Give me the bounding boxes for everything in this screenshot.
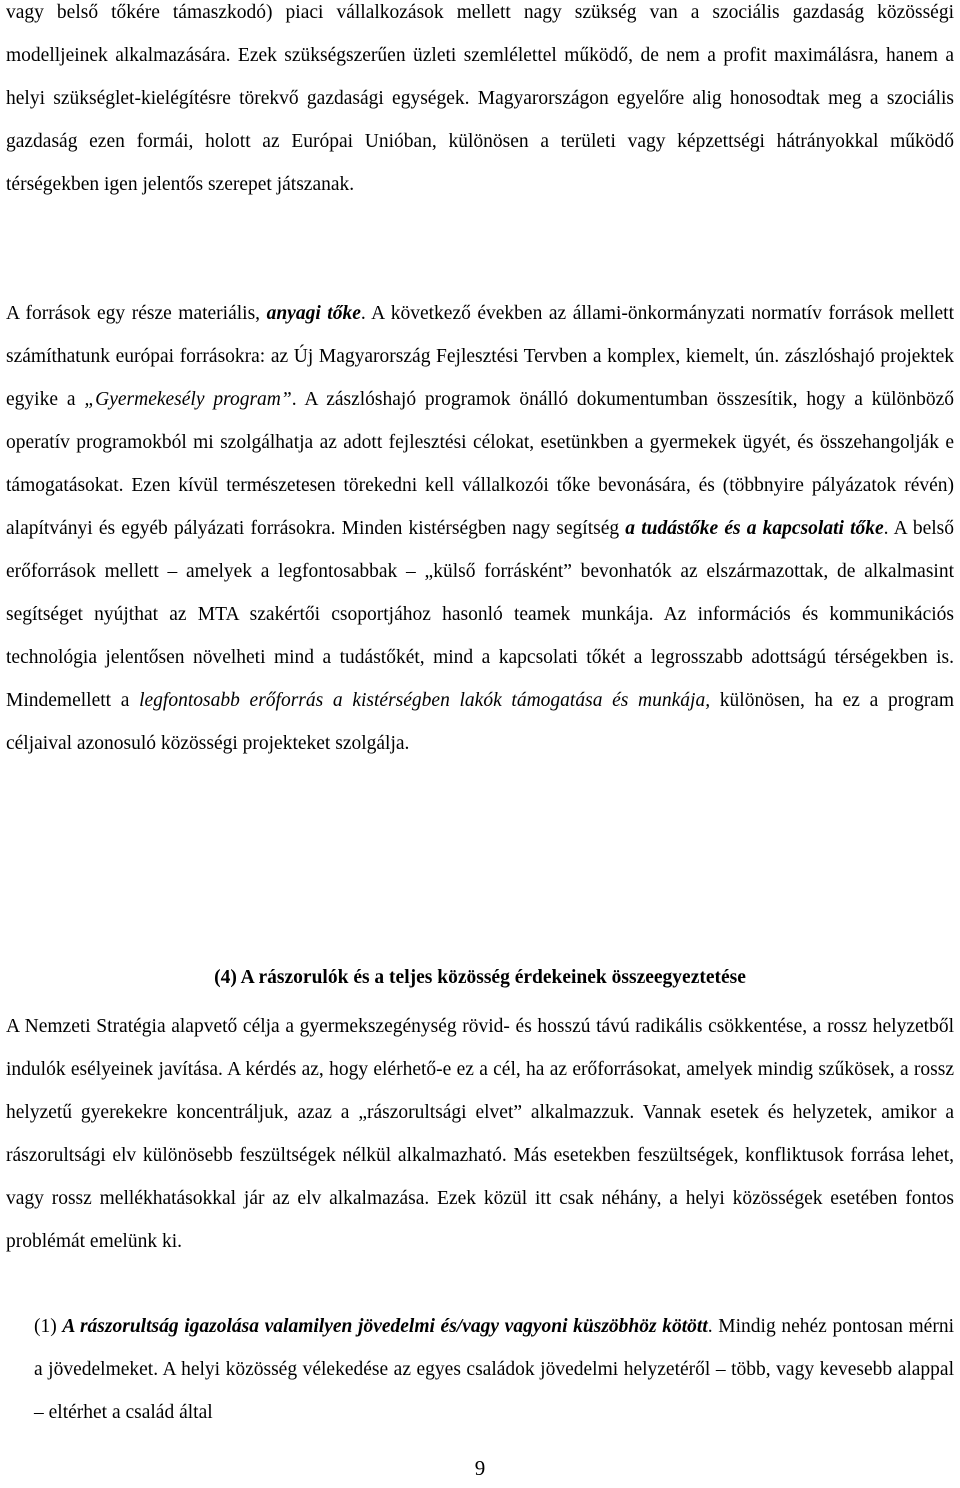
paragraph-social-economy (6, 0, 954, 206)
emphasis-material-capital: anyagi tőke (266, 303, 361, 324)
emphasis-knowledge-capital: a tudástőke és a kapcsolati tőke (625, 518, 884, 539)
emphasis-key-resource: legfontosabb erőforrás a kistérségben lakók támogatása és munkája, (139, 690, 711, 711)
paragraph-resources (6, 292, 954, 765)
paragraph-text-4: . A belső erőforrások mellett – amelyek a legfontosabbak – „külső forrásként” bevonhatók az elszármazottak, de alkalmasint segítséget nyújthat az MTA szakértői csoportjához hasonló teamek munkája. Az információs és kommunikációs technológia jelentősen növelheti mind a tudástőkét, mind a kapcsolati tőkét a legrosszabb adottságú térségekben is. Mindemellett a (6, 518, 954, 711)
paragraph-text-3: . A zászlóshajó programok önálló dokumentumban összesítik, hogy a különböző operatív programokból mi szolgálhatja az adott fejlesztési célokat, esetünkben a gyermekek ügyét, és összehangolják e támogatásokat. Ezen kívül természetesen törekedni kell vállalkozói tőke bevonására, és (többnyire pályázatok révén) alapítványi és egyéb pályázati forrásokra. Minden kistérségben nagy segítség (6, 389, 955, 539)
paragraph-text-2: . A következő években az állami-önkormányzati normatív források mellett számíthatunk európai forrásokra: az Új Magyarország Fejlesztési Tervben a komplex, kiemelt, ún. zászlóshajó projektek egyike a (6, 303, 954, 410)
paragraph-text-5: különösen, ha ez a program céljaival azonosuló közösségi projekteket szolgálja. (6, 690, 955, 754)
list-item-number: (1) (34, 1316, 63, 1337)
section-heading: (4) A rászorulók és a teljes közösség érdekeinek összeegyeztetése (214, 967, 746, 988)
paragraph-national-strategy (6, 1005, 954, 1263)
paragraph-text: vagy belső tőkére támaszkodó) piaci vállalkozások mellett nagy szükség van a szociális gazdaság közösségi modelljeinek alkalmazására. Ezek szükségszerűen üzleti szemlélettel működő, de nem a profit maximálásra, hanem a helyi szükséglet-kielégítésre törekvő gazdasági egységek. Magyarországon egyelőre alig honosodtak meg a szociális gazdaság ezen formái, holott az Európai Unióban, különösen a területi vagy képzettségi hátrányokkal működő térségekben igen jelentős szerepet játszanak. (6, 2, 954, 195)
paragraph-text: A Nemzeti Stratégia alapvető célja a gyermekszegénység rövid- és hosszú távú radikális csökkentése, a rossz helyzetből indulók esélyeinek javítása. A kérdés az, hogy elérhető-e ez a cél, ha az erőforrásokat, amelyek mindig szűkösek, a rossz helyzetű gyerekekre koncentráljuk, azaz a „rászorultsági elvet” alkalmazzuk. Vannak esetek és helyzetek, amikor a rászorultsági elv különösebb feszültségek nélkül alkalmazható. Más esetekben feszültségek, konfliktusok forrása lehet, vagy rossz mellékhatásokkal jár az elv alkalmazása. Ezek közül itt csak néhány, a helyi közösségek esetében fontos problémát emelünk ki. (6, 1016, 954, 1252)
emphasis-program-name: „Gyermekesély program” (84, 389, 292, 410)
paragraph-text-1: A források egy része materiális, (6, 303, 267, 324)
list-item-title: A rászorultság igazolása valamilyen jövedelmi és/vagy vagyoni küszöbhöz kötött (62, 1316, 708, 1337)
list-item-text: . Mindig nehéz pontosan mérni a jövedelmeket. A helyi közösség vélekedése az egyes családok jövedelmi helyzetéről – több, vagy kevesebb alappal – eltérhet a család által (34, 1316, 954, 1423)
list-item-1 (34, 1305, 954, 1434)
page-number: 9 (474, 1456, 486, 1480)
